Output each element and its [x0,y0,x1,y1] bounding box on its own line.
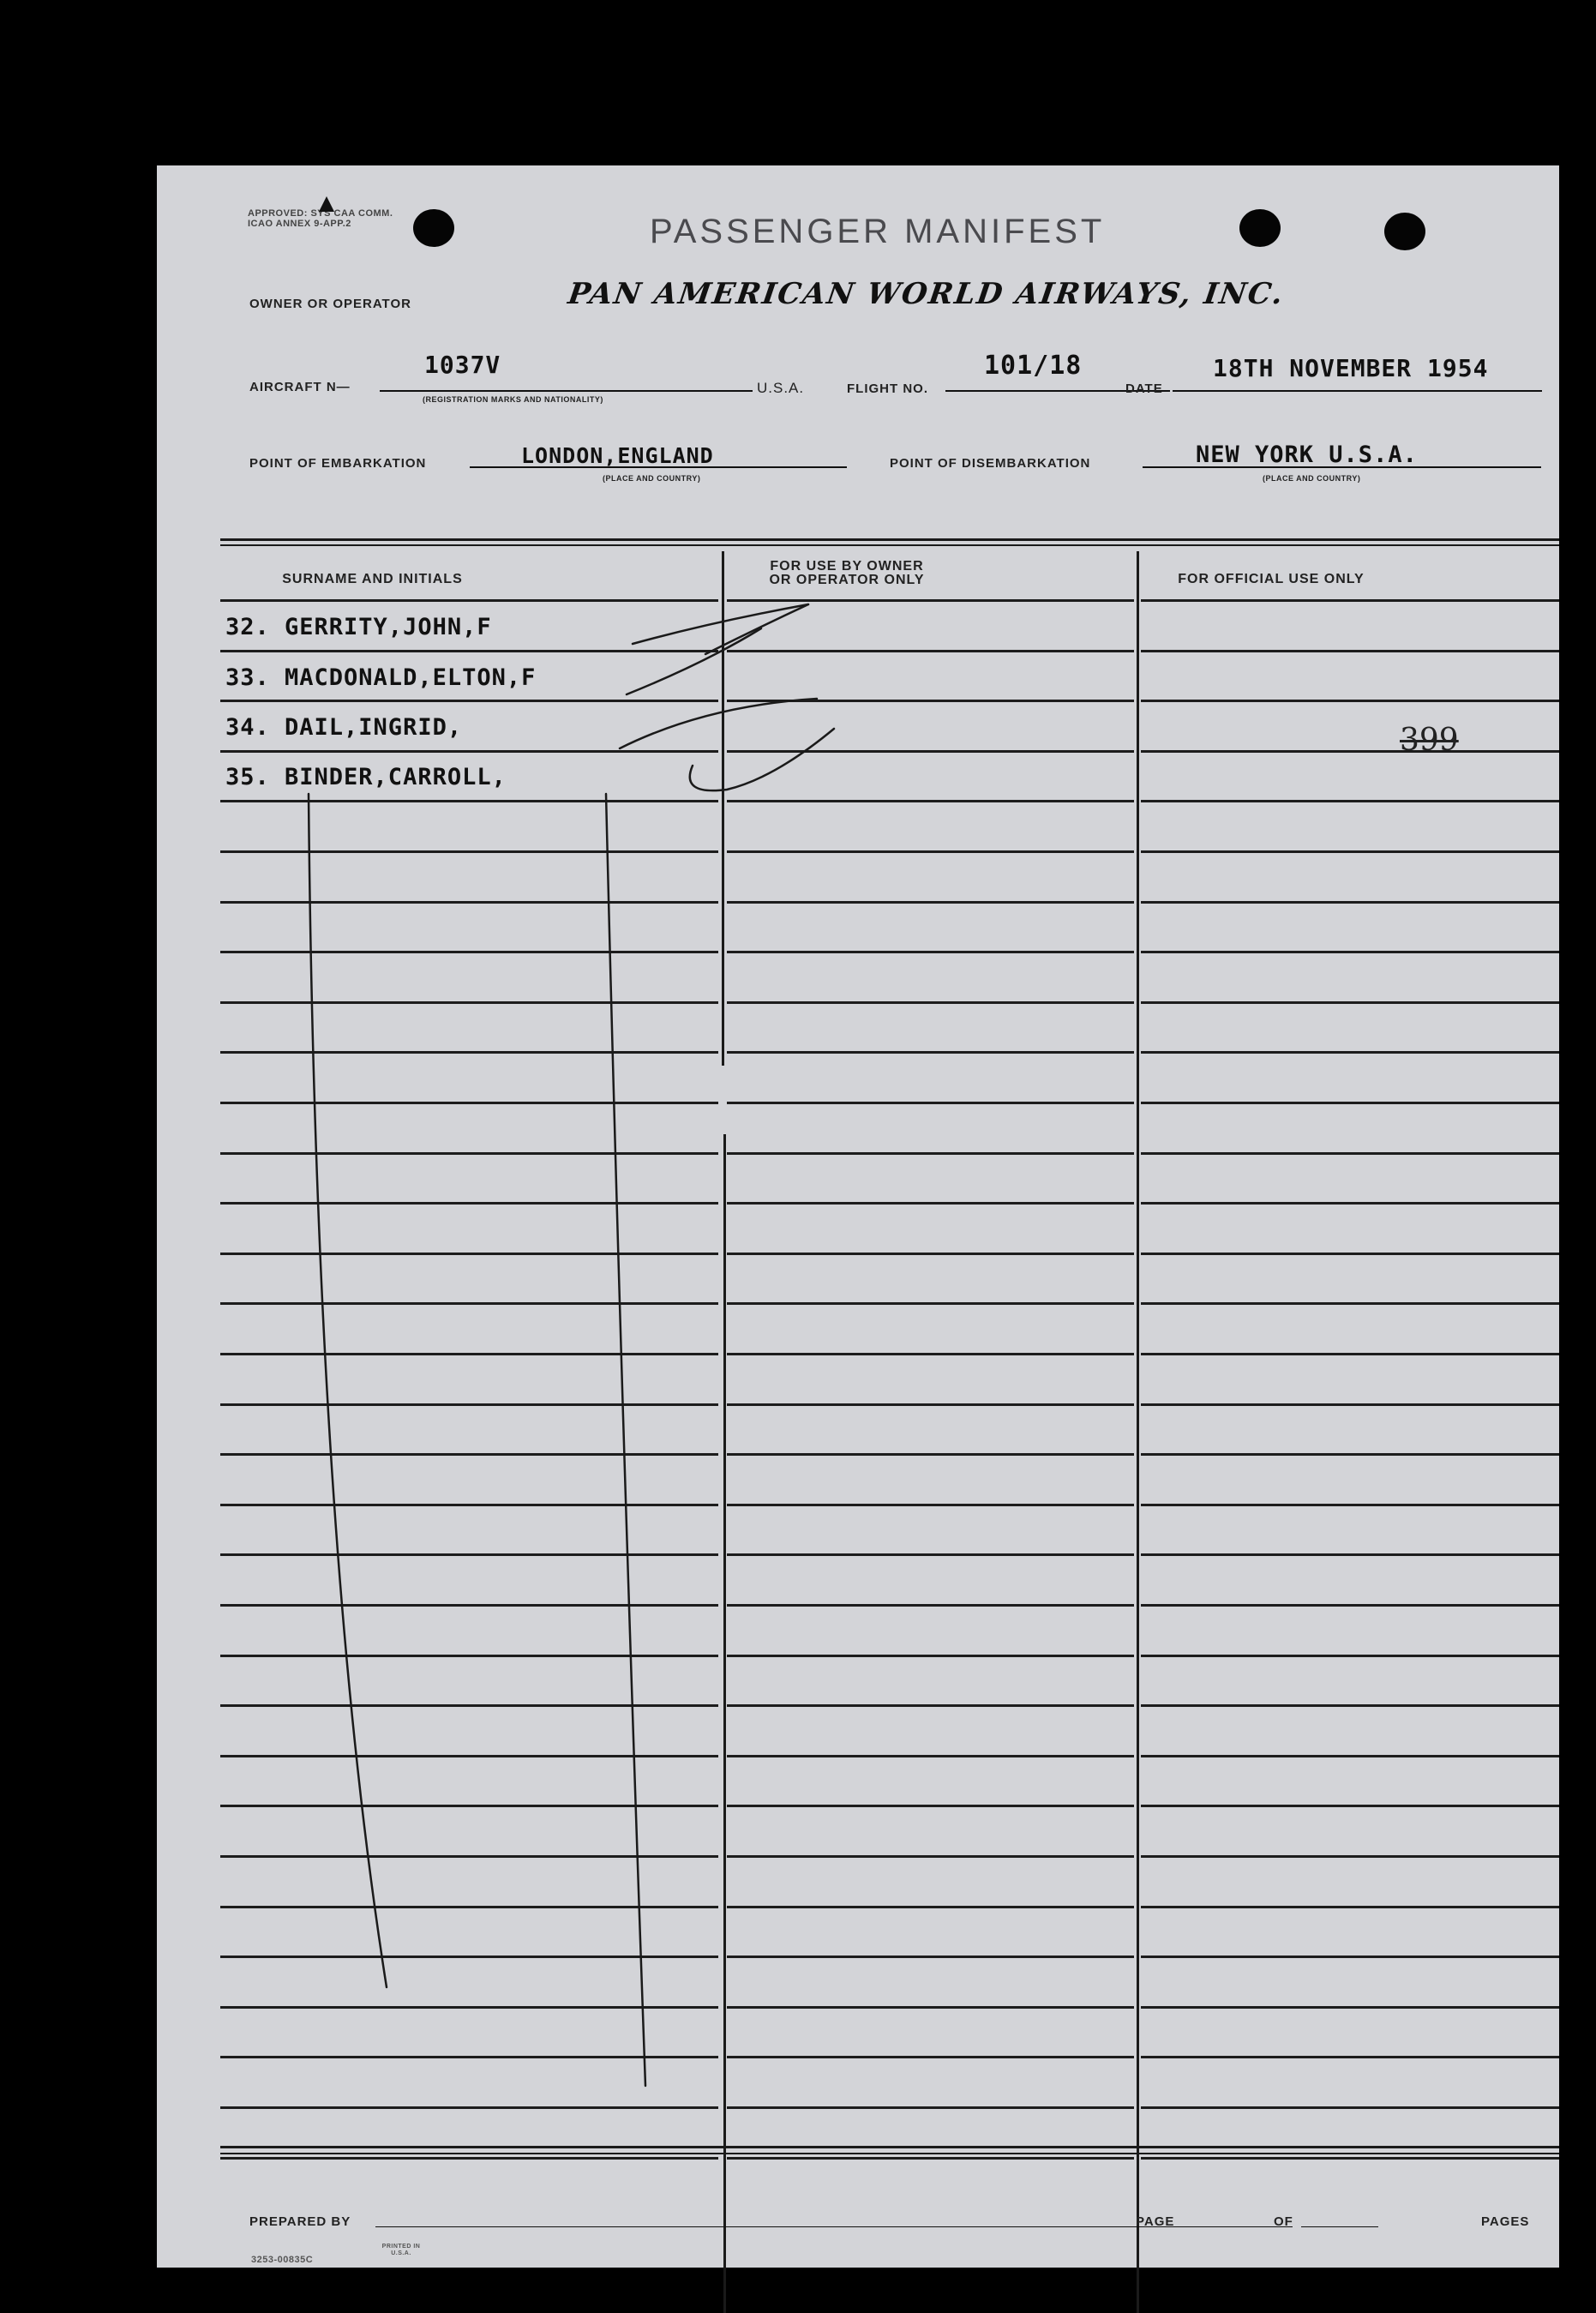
col-header-official: FOR OFFICIAL USE ONLY [1178,572,1365,586]
pen-marks [157,165,1559,2268]
col-header-owner-line2: OR OPERATOR ONLY [769,573,925,587]
page-underline [1185,2226,1267,2227]
embarkation-label: POINT OF EMBARKATION [249,456,427,471]
form-number: 3253-00835C [251,2255,314,2265]
page-label: PAGE [1136,2214,1175,2229]
disembarkation-caption: (PLACE AND COUNTRY) [1263,474,1361,483]
col-header-surname: SURNAME AND INITIALS [282,572,463,586]
owner-label: OWNER OR OPERATOR [249,297,411,311]
date-label: DATE [1125,381,1163,396]
pages-label: PAGES [1481,2214,1530,2229]
manifest-sheet [157,165,1559,2268]
passenger-entry: 32. GERRITY,JOHN,F [225,614,492,640]
aircraft-value: 1037V [424,351,501,379]
official-note: 399 [1400,723,1459,758]
passenger-entry: 34. DAIL,INGRID, [225,714,463,741]
prepared-by-label: PREPARED BY [249,2214,351,2229]
of-underline [1301,2226,1378,2227]
table-bottom-rule-2 [220,2153,1559,2154]
flight-label: FLIGHT NO. [847,381,928,396]
of-label: OF [1274,2214,1293,2229]
embarkation-caption: (PLACE AND COUNTRY) [603,474,701,483]
embarkation-value: LONDON,ENGLAND [521,443,714,468]
flight-value: 101/18 [984,351,1083,381]
airline-name: PAN AMERICAN WORLD AIRWAYS, INC. [566,277,1287,311]
passenger-entry: 33. MACDONALD,ELTON,F [225,664,537,691]
col-header-owner-line1: FOR USE BY OWNER [770,559,924,574]
passenger-entry: 35. BINDER,CARROLL, [225,764,507,790]
aircraft-caption: (REGISTRATION MARKS AND NATIONALITY) [423,395,603,404]
disembarkation-label: POINT OF DISEMBARKATION [890,456,1091,471]
approval-stamp: APPROVED: SYS CAA COMM. ICAO ANNEX 9-APP.2 [248,208,393,229]
page-title: PASSENGER MANIFEST [650,213,1106,250]
table-bottom-rule [220,2146,1559,2148]
printer-mark: PRINTED IN U.S.A. [381,2244,421,2256]
aircraft-label: AIRCRAFT N— [249,380,351,394]
usa-label: U.S.A. [757,380,805,396]
disembarkation-value: NEW YORK U.S.A. [1196,442,1418,468]
date-value: 18TH NOVEMBER 1954 [1213,354,1489,382]
